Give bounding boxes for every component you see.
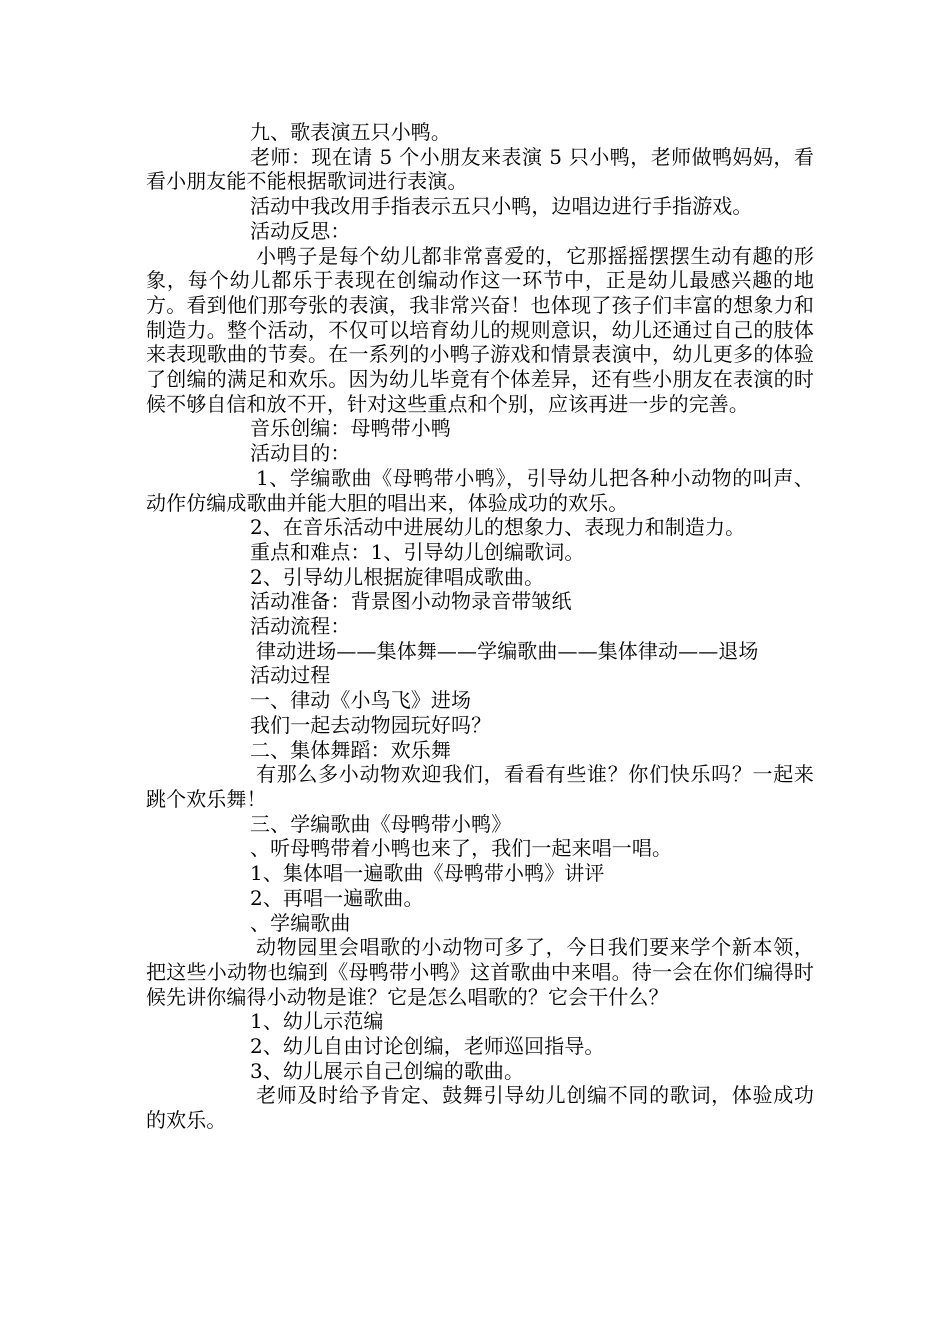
paragraph-sing-again: 2、再唱一遍歌曲。 (250, 885, 424, 910)
paragraph-key-points: 重点和难点：1、引导幼儿创编歌词。 (250, 539, 585, 564)
paragraph-flow: 律动进场——集体舞——学编歌曲——集体律动——退场 (256, 638, 759, 663)
paragraph-sing-once: 1、集体唱一遍歌曲《母鸭带小鸭》讲评 (250, 861, 605, 886)
paragraph-goals-heading: 活动目的： (250, 441, 351, 466)
paragraph-showcase: 3、幼儿展示自己创编的歌曲。 (250, 1058, 525, 1083)
paragraph-preparation: 活动准备：背景图小动物录音带皱纸 (250, 589, 572, 614)
paragraph-flow-heading: 活动流程： (250, 614, 351, 639)
paragraph-step-2-text: 有那么多小动物欢迎我们，看看有些谁？你们快乐吗？一起来跳个欢乐舞！ (146, 762, 814, 811)
paragraph-music-title: 音乐创编：母鸭带小鸭 (250, 416, 451, 441)
paragraph-step-1-text: 我们一起去动物园玩好吗？ (250, 712, 492, 737)
paragraph-reflection-body: 小鸭子是每个幼儿都非常喜爱的，它那摇摇摆摆生动有趣的形象，每个幼儿都乐于表现在创编动作这一环节中，正是幼儿最感兴趣的地方。看到他们那夸张的表演，我非常兴奋！也体现了孩子们丰富的想象力和制造力。整个活动，不仅可以培育幼儿的规则意识，幼儿还通过自己的肢体来表现歌曲的节奏。在一系列的小鸭子游戏和情景表演中，幼儿更多的体验了创编的满足和欢乐。因为幼儿毕竟有个体差异，还有些小朋友在表演的时候不够自信和放不开，针对这些重点和个别，应该再进一步的完善。 (146, 243, 814, 416)
paragraph-listen: 、听母鸭带着小鸭也来了，我们一起来唱一唱。 (250, 836, 673, 861)
paragraph-zoo-animals: 动物园里会唱歌的小动物可多了，今日我们要来学个新本领，把这些小动物也编到《母鸭带小鸭》这首歌曲中来唱。待一会在你们编得时候先讲你编得小动物是谁？它是怎么唱歌的？它会干什么？ (146, 935, 814, 1009)
paragraph-step-3: 三、学编歌曲《母鸭带小鸭》 (250, 811, 512, 836)
paragraph-process-heading: 活动过程 (250, 663, 331, 688)
paragraph-finger-game: 活动中我改用手指表示五只小鸭，边唱边进行手指游戏。 (250, 194, 753, 219)
paragraph-step-1: 一、律动《小鸟飞》进场 (250, 688, 472, 713)
paragraph-step-2: 二、集体舞蹈：欢乐舞 (250, 737, 451, 762)
paragraph-song-performance: 九、歌表演五只小鸭。 (250, 120, 451, 144)
paragraph-discussion: 2、幼儿自由讨论创编，老师巡回指导。 (250, 1034, 605, 1059)
paragraph-learn-compose: 、学编歌曲 (250, 910, 351, 935)
paragraph-goal-1: 1、学编歌曲《母鸭带小鸭》，引导幼儿把各种小动物的叫声、动作仿编成歌曲并能大胆的唱出来，体验成功的欢乐。 (146, 465, 814, 515)
paragraph-demo: 1、幼儿示范编 (250, 1009, 384, 1034)
paragraph-encouragement: 老师及时给予肯定、鼓舞引导幼儿创编不同的歌词，体验成功的欢乐。 (146, 1083, 814, 1133)
paragraph-teacher-instruction: 老师：现在请 5 个小朋友来表演 5 只小鸭，老师做鸭妈妈，看看小朋友能不能根据歌词进行表演。 (146, 144, 814, 194)
paragraph-key-points-2: 2、引导幼儿根据旋律唱成歌曲。 (250, 564, 545, 589)
paragraph-reflection-heading: 活动反思： (250, 218, 351, 243)
paragraph-goal-2: 2、在音乐活动中进展幼儿的想象力、表现力和制造力。 (250, 515, 746, 540)
document-body (146, 120, 814, 1133)
